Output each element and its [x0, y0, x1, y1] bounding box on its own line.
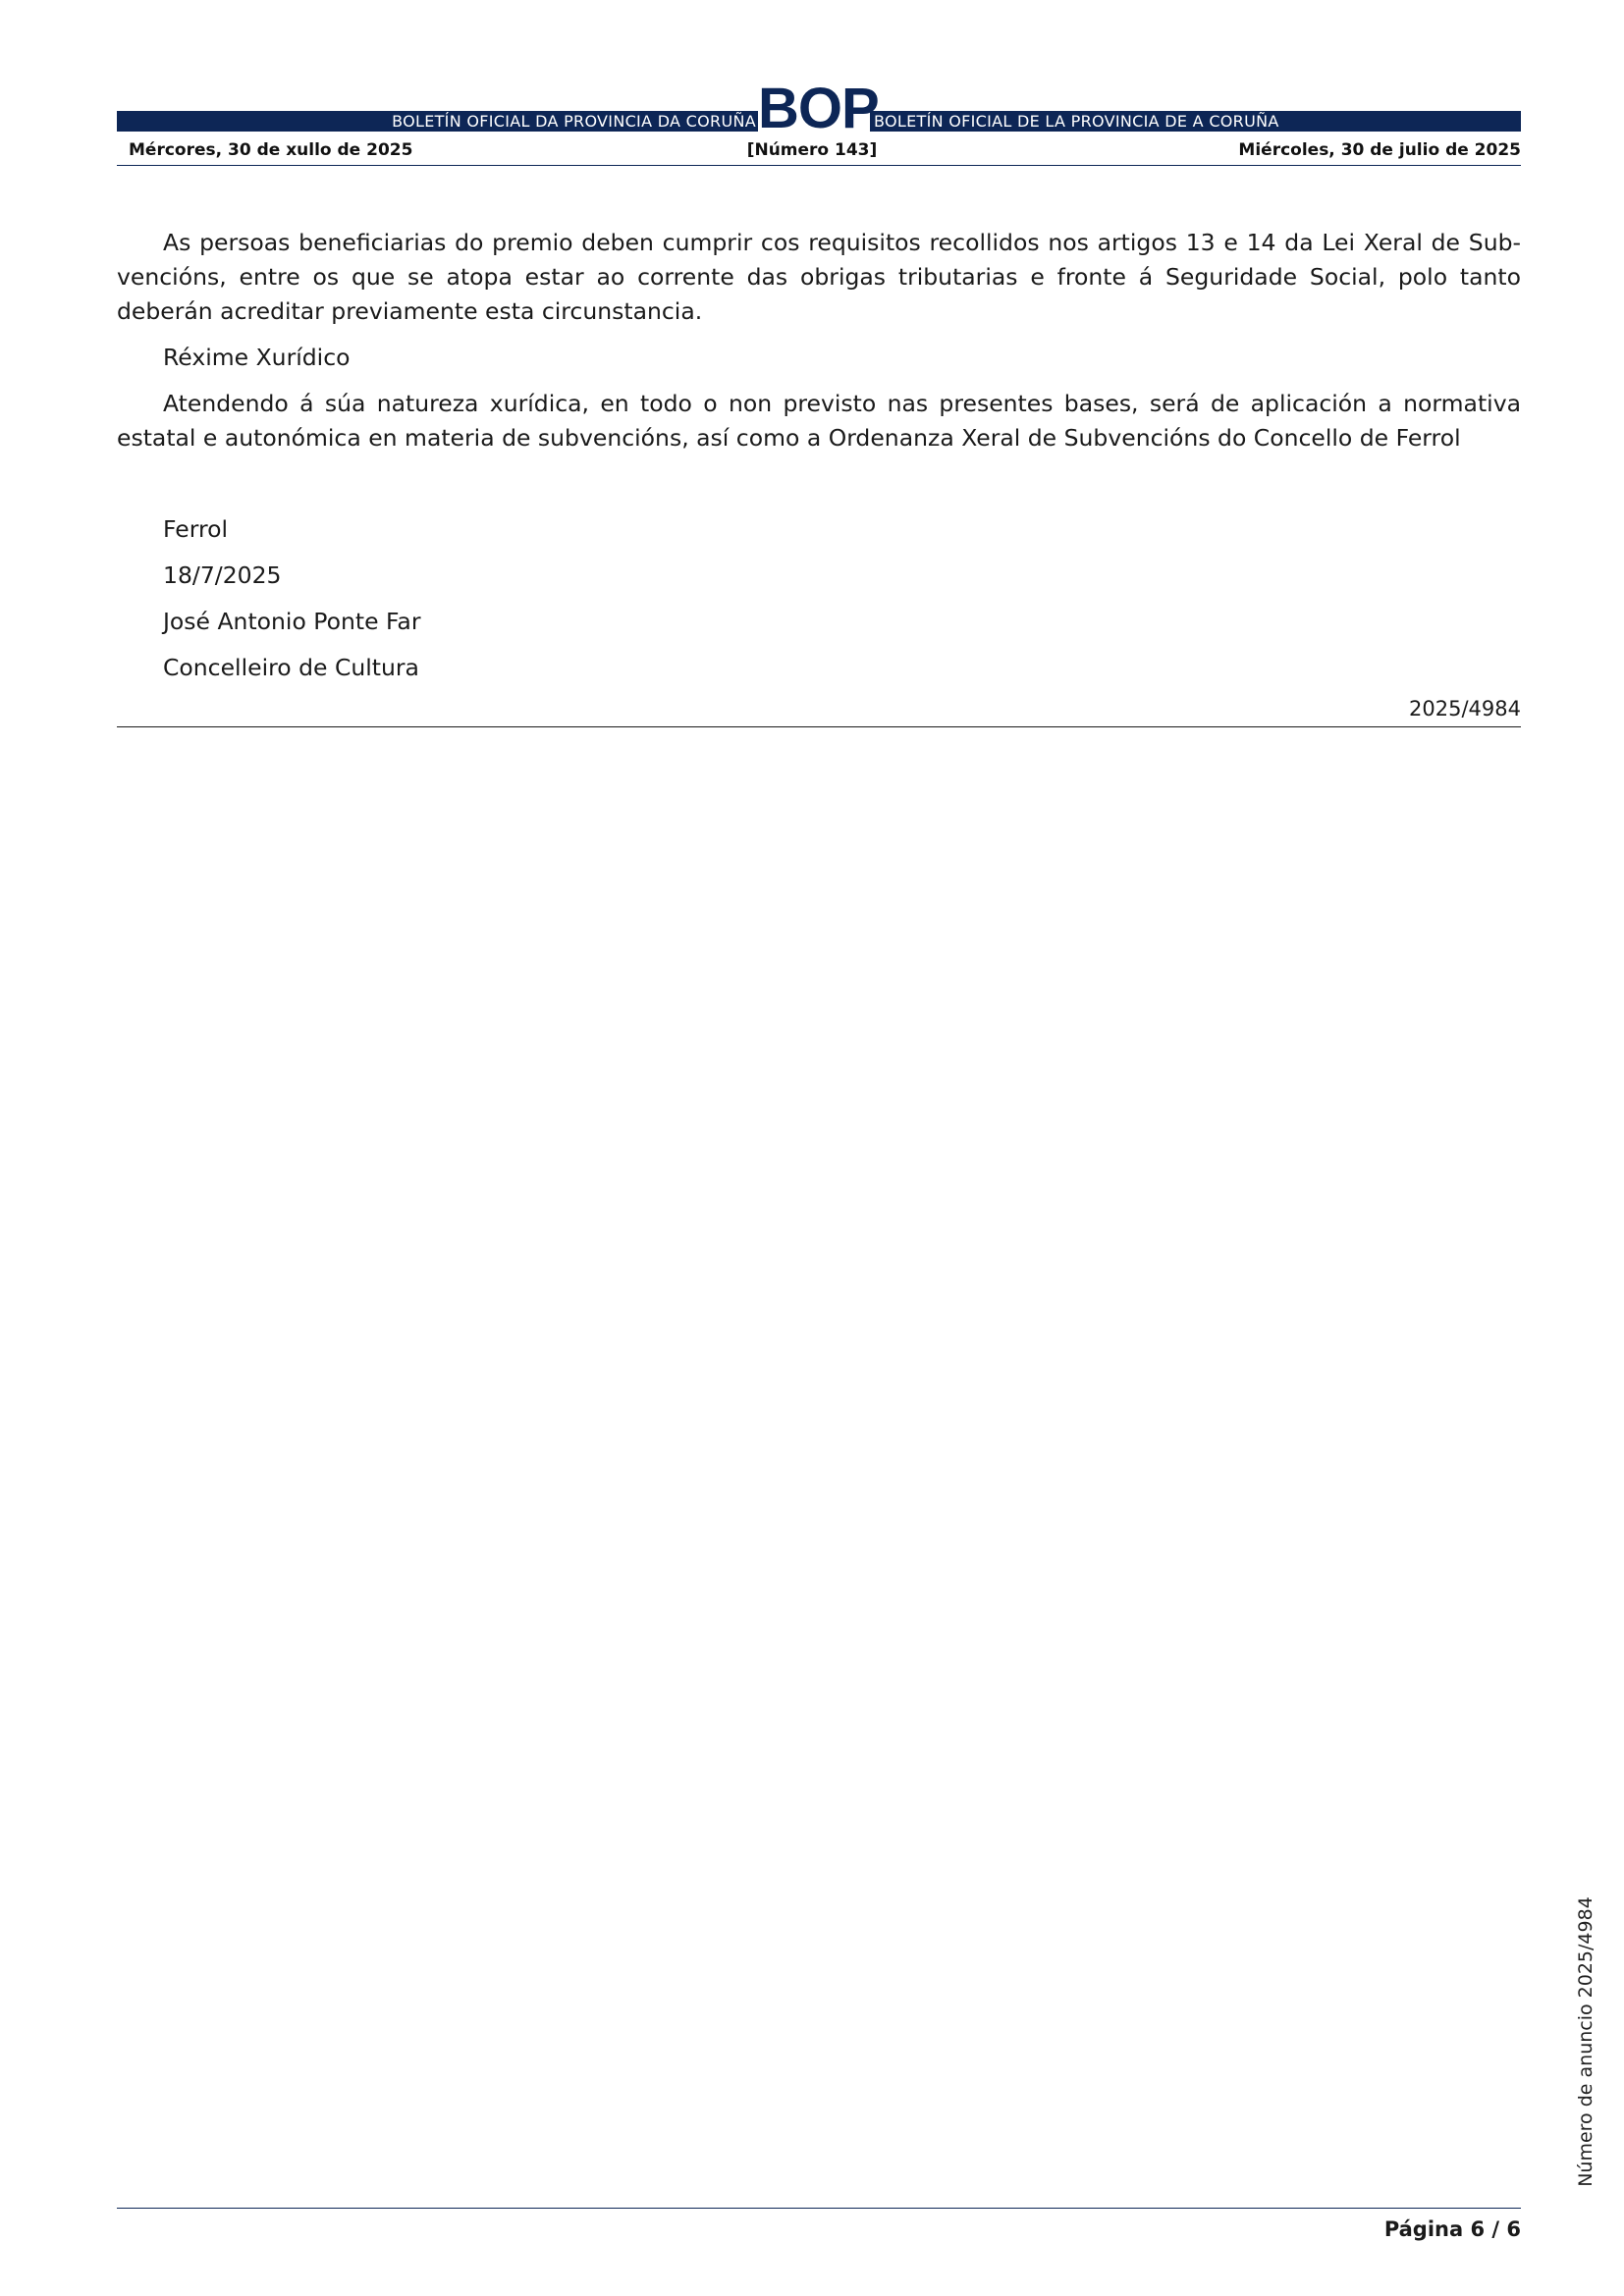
signature-name: José Antonio Ponte Far: [163, 608, 421, 635]
issue-number: [Número 143]: [746, 140, 878, 160]
signature-place: Ferrol: [163, 515, 228, 543]
side-announcement-label: [1571, 1887, 1600, 2197]
date-galician: Mércores, 30 de xullo de 2025: [129, 140, 413, 160]
bop-logo: BOP: [758, 77, 879, 140]
announcement-number: 2025/4984: [1409, 697, 1521, 721]
header-title-galician: BOLETÍN OFICIAL DA PROVINCIA DA CORUÑA: [392, 112, 756, 131]
side-announcement-text: Número de anuncio 2025/4984: [1575, 1896, 1597, 2187]
page-number: Página 6 / 6: [1383, 2217, 1521, 2241]
paragraph-requirements: As persoas beneficiarias do premio deben cumprir cos requisitos recollidos nos artigos 13 e 14 da Lei Xeral de Sub-vencións, entre os que se atopa estar ao corrente das obrigas tributarias e fronte á Seguridade Social, polo tanto deberán acreditar previamente esta circunstancia.: [117, 229, 1521, 325]
footer-divider: [117, 2208, 1521, 2209]
paragraph-legal-regime: Atendendo á súa natureza xurídica, en todo o non previsto nas presentes bases, será de aplicación a normativa estatal e autonómica en materia de subvencións, así como a Ordenanza Xeral de Subvencións do Concello de Ferrol: [117, 390, 1521, 452]
announcement-divider: [117, 726, 1521, 727]
date-spanish: Miércoles, 30 de julio de 2025: [1238, 140, 1521, 160]
section-heading: Réxime Xurídico: [163, 344, 351, 371]
signature-date: 18/7/2025: [163, 561, 282, 589]
header-divider: [117, 165, 1521, 166]
header-title-spanish: BOLETÍN OFICIAL DE LA PROVINCIA DE A CORUÑA: [874, 112, 1279, 131]
signature-role: Concelleiro de Cultura: [163, 654, 419, 681]
